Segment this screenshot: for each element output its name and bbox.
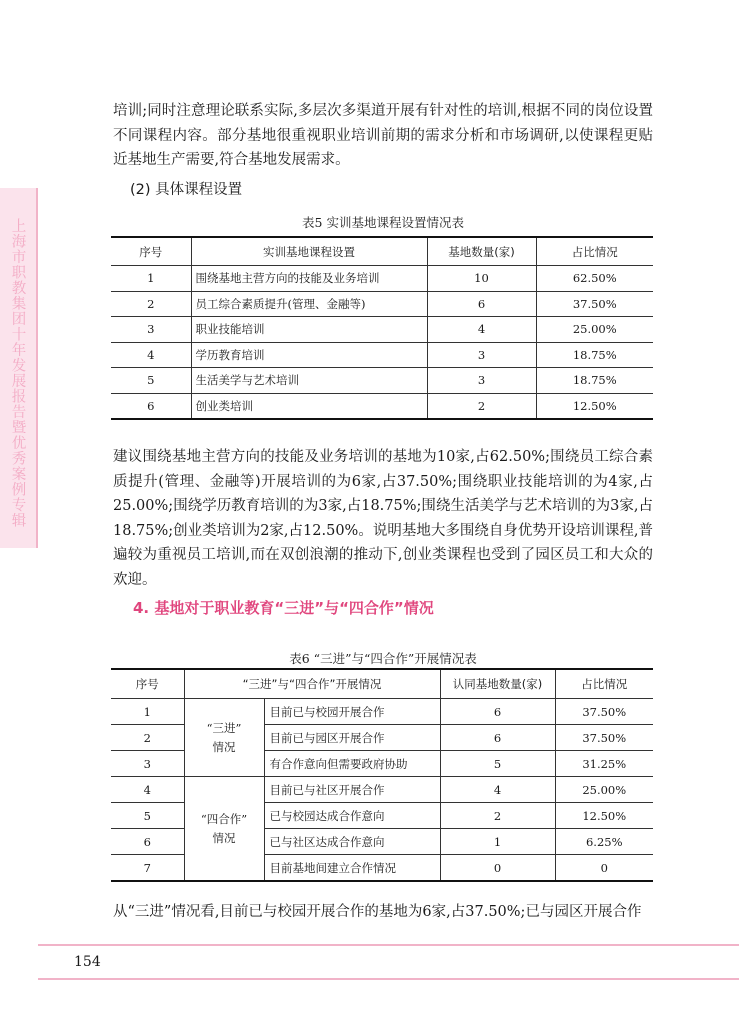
table-cell: 4 — [440, 777, 555, 803]
table-cell: 1 — [111, 699, 184, 725]
table-cell: 已与校园达成合作意向 — [264, 803, 440, 829]
table5-caption: 表5 实训基地课程设置情况表 — [302, 215, 464, 230]
table-row — [111, 317, 653, 343]
group-label: “四合作” 情况 — [184, 777, 264, 882]
table6 — [111, 668, 653, 882]
table-cell: 1 — [111, 266, 191, 292]
table-cell: 37.50% — [536, 291, 653, 317]
table-cell: 3 — [111, 317, 191, 343]
table-cell: 2 — [111, 291, 191, 317]
table-cell: 7 — [111, 855, 184, 882]
table-cell: 0 — [555, 855, 653, 882]
table-row — [111, 266, 653, 292]
table-row — [111, 291, 653, 317]
footer-rule-bottom — [38, 978, 739, 980]
table-cell: 25.00% — [555, 777, 653, 803]
table-cell: 4 — [427, 317, 536, 343]
footer-rule-top — [38, 944, 739, 946]
table5-header: 序号 — [111, 237, 191, 266]
table-cell: 已与社区达成合作意向 — [264, 829, 440, 855]
table-cell: 2 — [111, 725, 184, 751]
page-number: 154 — [74, 954, 101, 970]
table6-header: 认同基地数量(家) — [440, 669, 555, 699]
table-cell: 员工综合素质提升(管理、金融等) — [191, 291, 427, 317]
table5-header: 基地数量(家) — [427, 237, 536, 266]
table-cell: 职业技能培训 — [191, 317, 427, 343]
table-cell: 18.75% — [536, 368, 653, 394]
table-cell: 37.50% — [555, 725, 653, 751]
table-cell: 37.50% — [555, 699, 653, 725]
table-cell: 18.75% — [536, 342, 653, 368]
table-row — [111, 699, 653, 725]
subheading: (2) 具体课程设置 — [130, 182, 243, 198]
table-cell: 6.25% — [555, 829, 653, 855]
table-cell: 5 — [440, 751, 555, 777]
table-cell: 25.00% — [536, 317, 653, 343]
section-heading: 4. 基地对于职业教育“三进”与“四合作”情况 — [133, 599, 434, 617]
table-cell: 6 — [111, 393, 191, 419]
table-cell: 学历教育培训 — [191, 342, 427, 368]
table-cell: 0 — [440, 855, 555, 882]
paragraph-1: 培训;同时注意理论联系实际,多层次多渠道开展有针对性的培训,根据不同的岗位设置不同课程内容。部分基地很重视职业培训前期的需求分析和市场调研,以使课程更贴近基地生产需要,符合基地发展需求。 — [113, 103, 653, 168]
table-cell: 12.50% — [536, 393, 653, 419]
table-cell: 2 — [440, 803, 555, 829]
table-cell: 4 — [111, 342, 191, 368]
paragraph-2: 建议围绕基地主营方向的技能及业务培训的基地为10家,占62.50%;围绕员工综合素质提升(管理、金融等)开展培训的为6家,占37.50%;围绕职业技能培训的为4家,占25.00%;围绕学历教育培训的为3家,占18.75%;围绕生活美学与艺术培训的为3家,占18.75%;创业类培训为2家,占12.50%。说明基地大多围绕自身优势开设培训课程,普遍较为重视员工培训,而在双创浪潮的推动下,创业类课程也受到了园区员工和大众的欢迎。 — [113, 449, 653, 588]
table6-caption: 表6 “三进”与“四合作”开展情况表 — [289, 651, 477, 666]
table-cell: 6 — [111, 829, 184, 855]
table6-header-row — [111, 669, 653, 699]
table-cell: 6 — [427, 291, 536, 317]
table-cell: 1 — [440, 829, 555, 855]
table5-header: 实训基地课程设置 — [191, 237, 427, 266]
table-cell: 有合作意向但需要政府协助 — [264, 751, 440, 777]
group-label: “三进” 情况 — [184, 699, 264, 777]
table-row — [111, 393, 653, 419]
table-cell: 目前已与社区开展合作 — [264, 777, 440, 803]
table-cell: 创业类培训 — [191, 393, 427, 419]
table5-header-row — [111, 237, 653, 266]
table-cell: 5 — [111, 803, 184, 829]
table-cell: 目前基地间建立合作情况 — [264, 855, 440, 882]
table-cell: 62.50% — [536, 266, 653, 292]
side-tab — [0, 188, 38, 548]
table-cell: 3 — [427, 368, 536, 394]
table-cell: 3 — [111, 751, 184, 777]
table-cell: 目前已与校园开展合作 — [264, 699, 440, 725]
table-cell: 12.50% — [555, 803, 653, 829]
table6-header: 占比情况 — [555, 669, 653, 699]
table-cell: 目前已与园区开展合作 — [264, 725, 440, 751]
table-cell: 5 — [111, 368, 191, 394]
table5-header: 占比情况 — [536, 237, 653, 266]
table-row — [111, 368, 653, 394]
table-cell: 6 — [440, 699, 555, 725]
table-cell: 2 — [427, 393, 536, 419]
table-cell: 6 — [440, 725, 555, 751]
table-cell: 生活美学与艺术培训 — [191, 368, 427, 394]
table-cell: 4 — [111, 777, 184, 803]
table-cell: 31.25% — [555, 751, 653, 777]
table6-header: 序号 — [111, 669, 184, 699]
table-row — [111, 777, 653, 803]
table-cell: 10 — [427, 266, 536, 292]
table-cell: 围绕基地主营方向的技能及业务培训 — [191, 266, 427, 292]
table-cell: 3 — [427, 342, 536, 368]
side-tab-title: 上海市职教集团十年发展报告暨优秀案例专辑 — [9, 218, 26, 528]
paragraph-3: 从“三进”情况看,目前已与校园开展合作的基地为6家,占37.50%;已与园区开展合作 — [113, 904, 642, 920]
table6-header: “三进”与“四合作”开展情况 — [184, 669, 440, 699]
table5 — [111, 236, 653, 420]
table-row — [111, 342, 653, 368]
